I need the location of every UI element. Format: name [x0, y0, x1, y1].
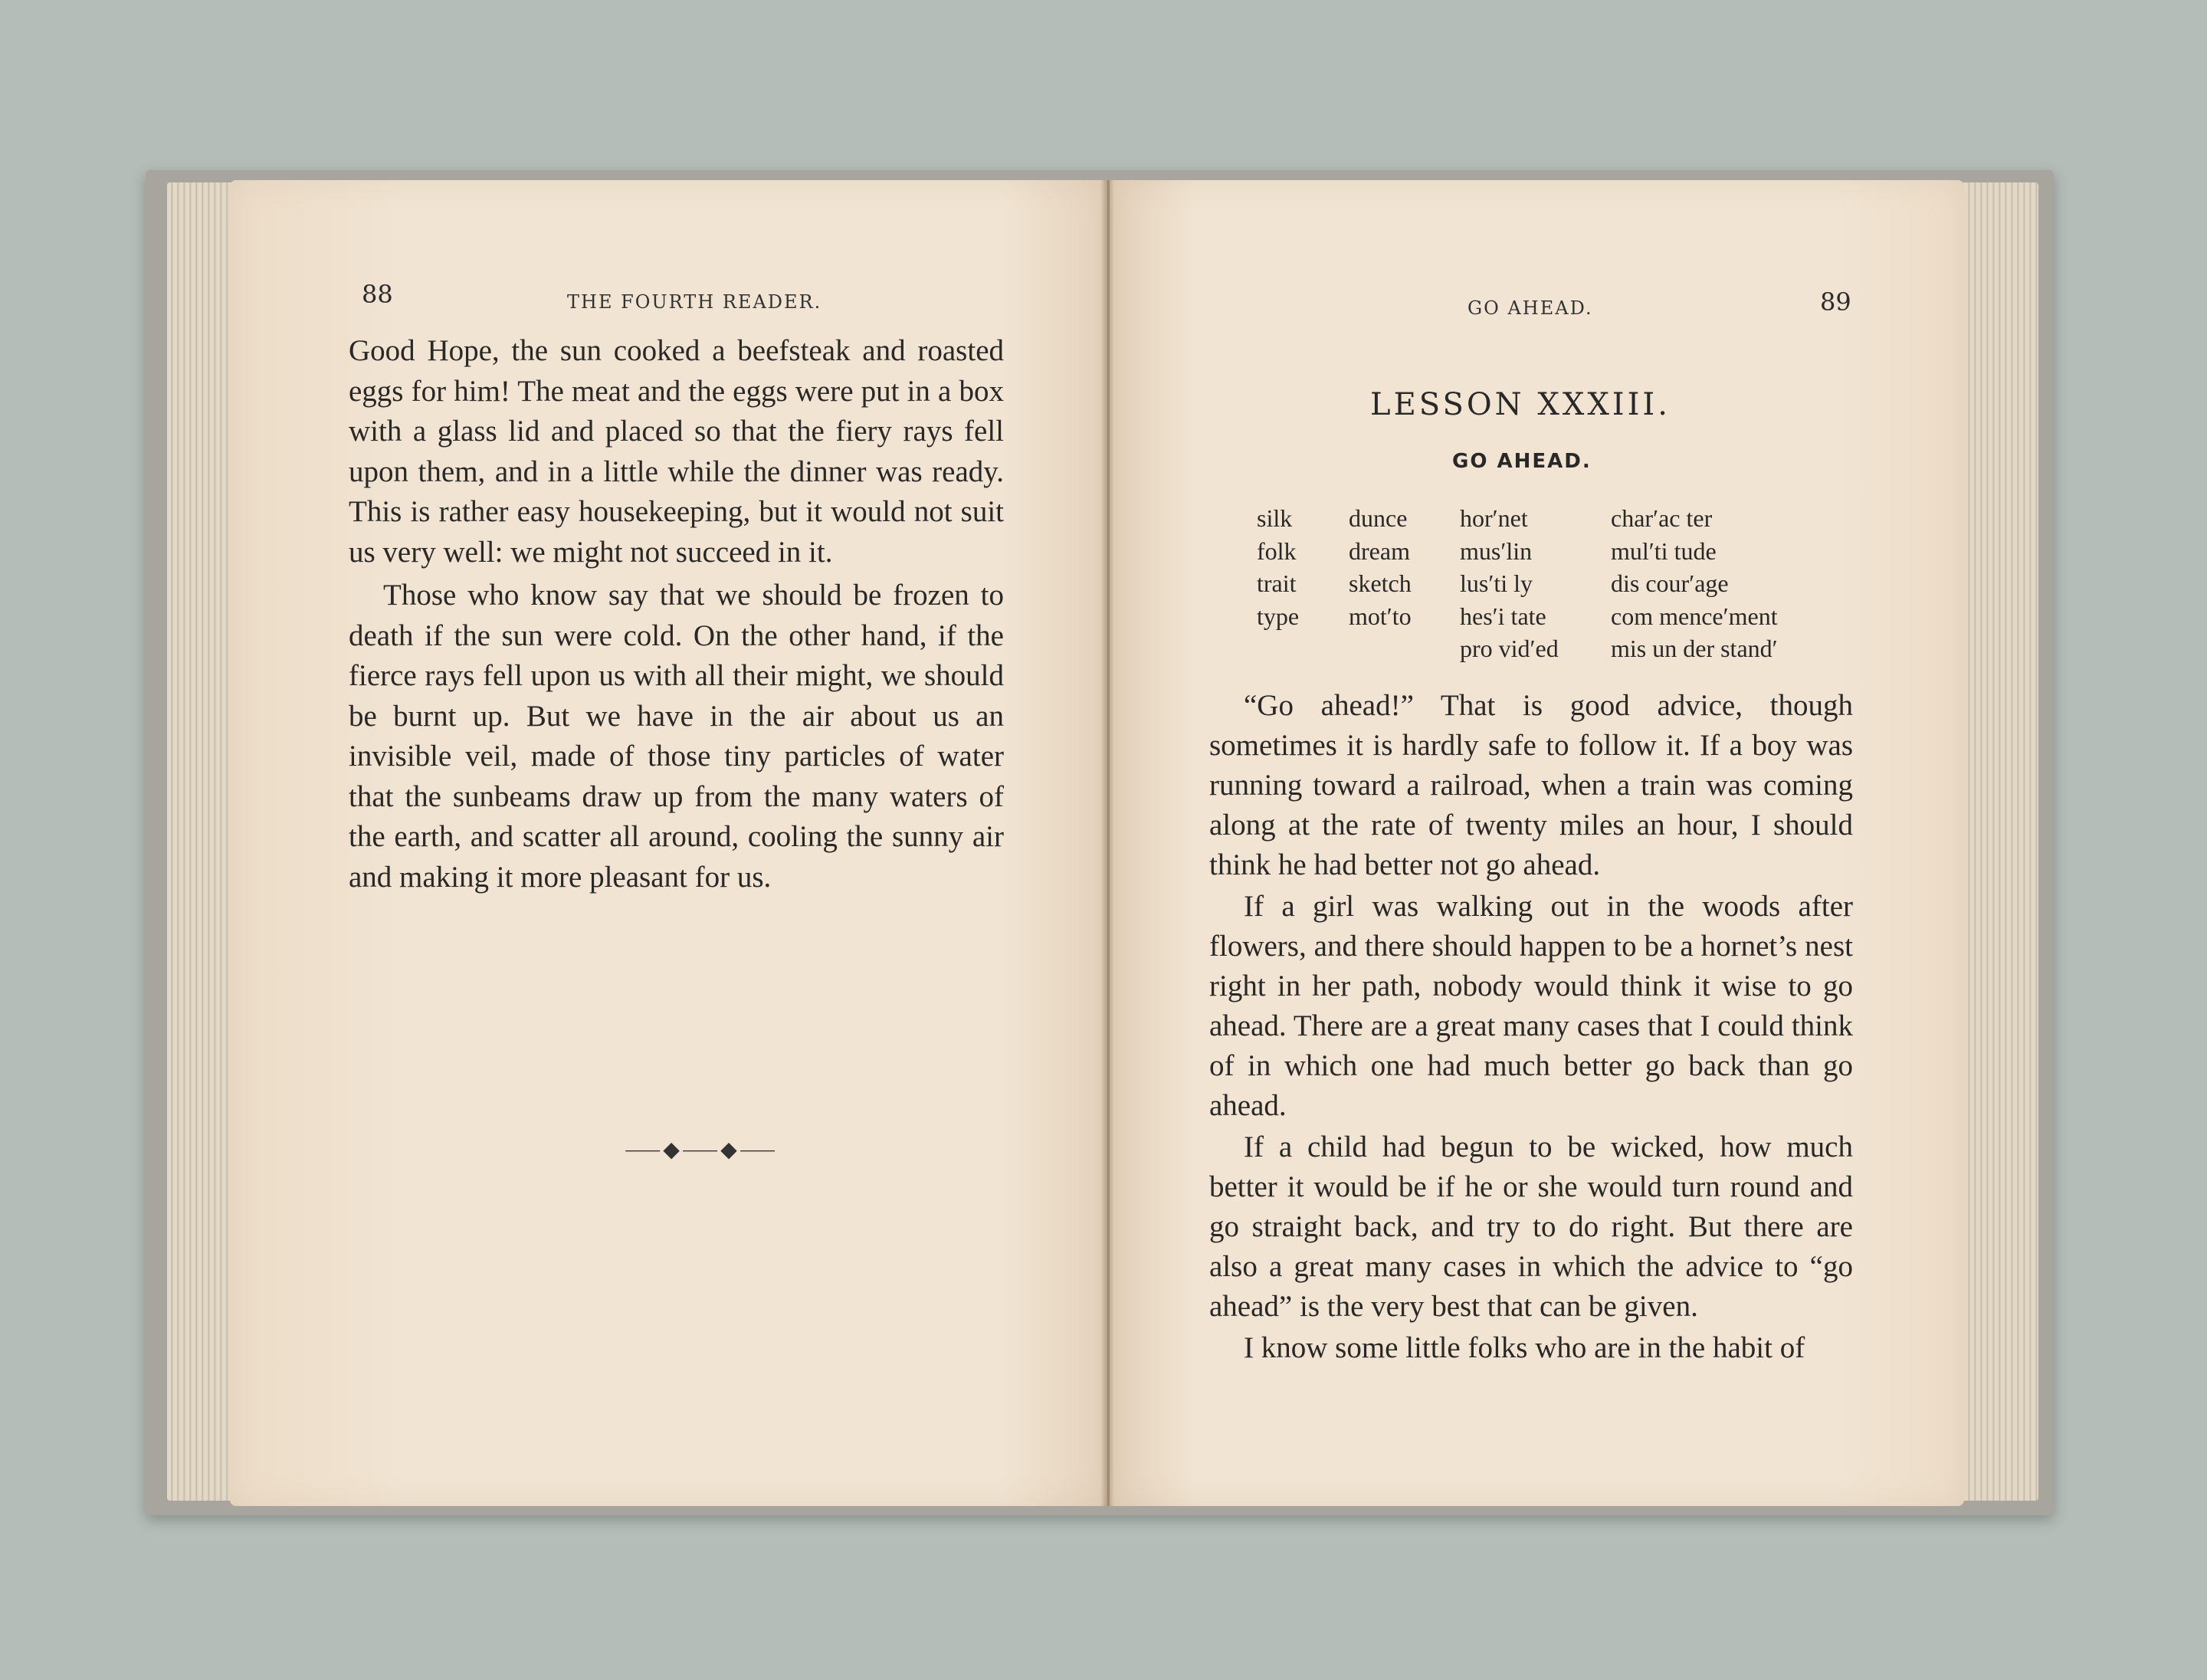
vocab-word: dis cour′age	[1611, 569, 1729, 597]
vocab-word: silk	[1257, 504, 1293, 532]
vocab-word: pro vid′ed	[1460, 635, 1559, 662]
left-paragraph-2: Those who know say that we should be frozen to death if the sun were cold. On the other hand, if the fierce rays fell upon us with all their might, we should be burnt up. But we have in the air about us an invisible veil, made of those tiny particles of water that the sunbeams draw up from the many waters of the earth, and scatter all around, cooling the sunny air and making it more pleasant for us.	[349, 579, 1004, 894]
vocab-word: dream	[1349, 536, 1410, 565]
right-body-text	[1209, 686, 1853, 1368]
vocab-word: com mence′ment	[1611, 602, 1778, 630]
vocab-word: folk	[1257, 536, 1297, 565]
vocab-word: trait	[1257, 569, 1297, 597]
right-page-number: 89	[1820, 287, 1851, 317]
vocab-column-2	[1349, 502, 1412, 632]
right-paragraph-4: I know some little folks who are in the habit of	[1244, 1331, 1805, 1364]
book-gutter	[1100, 180, 1114, 1506]
vocab-column-3	[1460, 502, 1559, 665]
vocab-word: mot′to	[1349, 602, 1412, 630]
lesson-title: LESSON XXXIII.	[1370, 387, 1671, 422]
vocab-word: mis un der stand′	[1611, 635, 1778, 662]
vocab-word: mul′ti tude	[1611, 536, 1717, 565]
left-page-number: 88	[362, 280, 393, 309]
vocab-column-4	[1611, 502, 1778, 665]
page-edges-right	[1958, 182, 2038, 1501]
vocab-word: hor′net	[1460, 504, 1528, 532]
left-body-text	[349, 331, 1004, 897]
right-paragraph-2: If a girl was walking out in the woods after flowers, and there should happen to be a hornet’s nest right in her path, nobody would think it wise to go ahead. There are a great many cases that I could think of in which one had much better go back than go ahead.	[1209, 890, 1853, 1122]
vocab-word: mus′lin	[1460, 536, 1533, 565]
vocab-word: char′ac ter	[1611, 504, 1713, 532]
vocab-word: hes′i tate	[1460, 602, 1546, 630]
right-paragraph-1: “Go ahead!” That is good advice, though sometimes it is hardly safe to follow it. If a boy was running toward a railroad, when a train was coming along at the rate of twenty miles an hour, I should think he had better not go ahead.	[1209, 689, 1853, 881]
left-paragraph-1: Good Hope, the sun cooked a beefsteak and roasted eggs for him! The meat and the eggs were put in a box with a glass lid and placed so that the fiery rays fell upon them, and in a little while the dinner was ready. This is rather easy housekeeping, but it would not suit us very well: we might not succeed in it.	[349, 334, 1004, 569]
vocab-word: type	[1257, 602, 1300, 630]
lesson-subtitle: GO AHEAD.	[1452, 450, 1592, 473]
vocab-column-1	[1257, 502, 1299, 632]
vocab-word: lus′ti ly	[1460, 569, 1533, 597]
vocab-word: dunce	[1349, 504, 1408, 532]
ornament-divider: ⸺◆⸺◆⸺	[625, 1137, 779, 1162]
left-running-head: THE FOURTH READER.	[567, 291, 822, 313]
vocab-word: sketch	[1349, 569, 1412, 597]
right-running-head: GO AHEAD.	[1468, 297, 1593, 319]
right-paragraph-3: If a child had begun to be wicked, how much better it would be if he or she would turn round and go straight back, and try to do right. But there are also a great many cases in which the advice to “go ahead” is the very best that can be given.	[1209, 1130, 1853, 1323]
